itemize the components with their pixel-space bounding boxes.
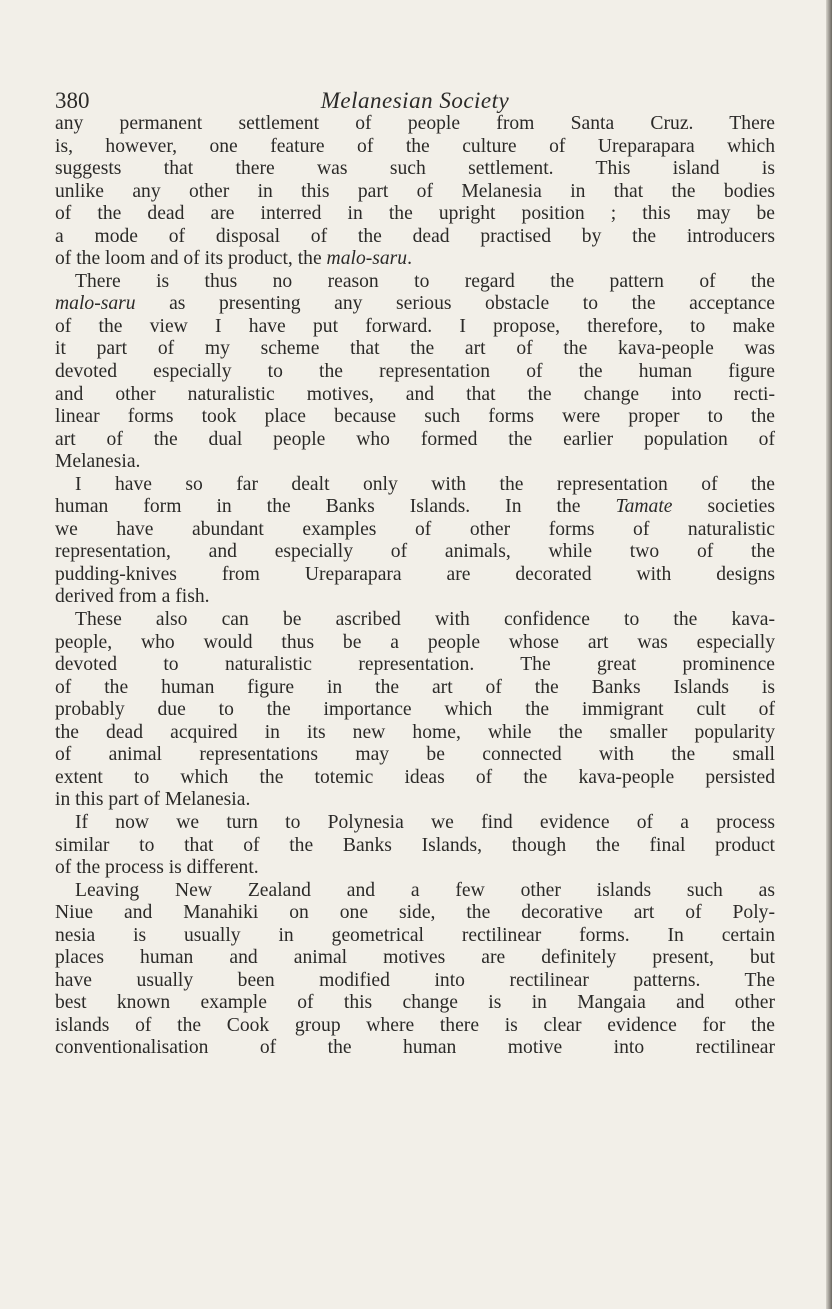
text-segment: the dead acquired in its new home, while the smaller popularity — [55, 721, 775, 743]
text-segment: of animal representations may be connected with the small — [55, 744, 775, 766]
text-line — [55, 429, 775, 452]
text-line — [55, 902, 775, 925]
text-segment: . — [407, 248, 413, 270]
text-line — [55, 722, 775, 745]
text-line — [55, 677, 775, 700]
text-line — [55, 541, 775, 564]
text-line — [55, 338, 775, 361]
text-segment: similar to that of the Banks Islands, though the final product — [55, 834, 775, 856]
text-segment: human form in the Banks Islands. In the — [55, 496, 616, 518]
text-segment: of the human figure in the art of the Banks Islands is — [55, 676, 775, 698]
text-segment: as presenting any serious obstacle to the acceptance — [135, 293, 775, 315]
text-segment: any permanent settlement of people from Santa Cruz. There — [55, 113, 775, 134]
text-segment: unlike any other in this part of Melanesia in that the bodies — [55, 180, 775, 202]
text-line — [55, 361, 775, 384]
text-segment: pudding-knives from Ureparapara are decorated with designs — [55, 563, 775, 585]
text-line — [55, 136, 775, 159]
text-line — [55, 586, 775, 609]
text-segment: and other naturalistic motives, and that the change into recti- — [55, 383, 775, 405]
page-number: 380 — [55, 88, 90, 113]
text-line — [55, 992, 775, 1015]
text-segment: nesia is usually in geometrical rectilinear forms. In certain — [55, 924, 775, 946]
text-segment: linear forms took place because such forms were proper to the — [55, 406, 775, 428]
text-line — [55, 925, 775, 948]
text-line — [55, 181, 775, 204]
text-segment: places human and animal motives are definitely present, but — [55, 947, 775, 969]
text-segment: of the process is different. — [55, 857, 259, 879]
text-segment: probably due to the importance which the immigrant cult of — [55, 699, 775, 721]
text-line — [55, 519, 775, 542]
text-segment: Niue and Manahiki on one side, the decorative art of Poly- — [55, 902, 775, 924]
text-line — [55, 226, 775, 249]
running-title: Melanesian Society — [320, 88, 510, 113]
text-line — [55, 1037, 775, 1060]
text-line — [55, 767, 775, 790]
text-line — [55, 451, 775, 474]
text-line — [55, 271, 775, 294]
text-line — [55, 474, 775, 497]
text-line — [55, 857, 775, 880]
text-line — [55, 293, 775, 316]
text-line — [55, 248, 775, 271]
text-line — [55, 158, 775, 181]
text-line — [55, 970, 775, 993]
text-segment: a mode of disposal of the dead practised by the introducers — [55, 225, 775, 247]
text-segment: I have so far dealt only with the representation of the — [75, 473, 775, 495]
text-segment: representation, and especially of animals, while two of the — [55, 541, 775, 563]
text-segment: devoted to naturalistic representation. The great prominence — [55, 654, 775, 676]
text-segment: have usually been modified into rectilinear patterns. The — [55, 969, 775, 991]
text-segment: devoted especially to the representation of the human figure — [55, 361, 775, 383]
text-segment: of the dead are interred in the upright position ; this may be — [55, 203, 775, 225]
text-line — [55, 632, 775, 655]
text-line — [55, 1015, 775, 1038]
text-segment: best known example of this change is in Mangaia and other — [55, 992, 775, 1014]
text-segment: islands of the Cook group where there is clear evidence for the — [55, 1014, 775, 1036]
text-segment: it part of my scheme that the art of the kava-people was — [55, 338, 775, 360]
text-line — [55, 835, 775, 858]
text-segment: in this part of Melanesia. — [55, 789, 251, 811]
page-edge-shadow — [826, 0, 832, 1309]
text-segment: is, however, one feature of the culture of Ureparapara which — [55, 135, 775, 157]
text-segment: There is thus no reason to regard the pattern of the — [75, 270, 775, 292]
text-segment: art of the dual people who formed the earlier population of — [55, 428, 775, 450]
text-segment: If now we turn to Polynesia we find evidence of a process — [75, 811, 775, 833]
text-line — [55, 203, 775, 226]
italic-term: malo-saru — [326, 248, 408, 270]
text-line — [55, 564, 775, 587]
text-line — [55, 947, 775, 970]
text-segment: conventionalisation of the human motive into rectilinear — [55, 1037, 775, 1059]
text-line — [55, 744, 775, 767]
text-segment: people, who would thus be a people whose art was especially — [55, 631, 775, 653]
text-line — [55, 316, 775, 339]
text-line — [55, 654, 775, 677]
text-segment: societies — [672, 496, 776, 518]
italic-term: malo-saru — [55, 293, 136, 315]
text-line — [55, 113, 775, 136]
text-segment: suggests that there was such settlement. This island is — [55, 158, 775, 180]
text-line — [55, 406, 775, 429]
text-line — [55, 789, 775, 812]
italic-term: Tamate — [615, 496, 673, 518]
text-segment: derived from a fish. — [55, 586, 210, 608]
text-line — [55, 812, 775, 835]
text-segment: we have abundant examples of other forms of naturalistic — [55, 518, 775, 540]
text-line — [55, 609, 775, 632]
text-segment: of the loom and of its product, the — [55, 248, 327, 270]
text-segment: Leaving New Zealand and a few other islands such as — [75, 879, 775, 901]
text-segment: of the view I have put forward. I propose, therefore, to make — [55, 315, 775, 337]
text-segment: These also can be ascribed with confidence to the kava- — [75, 609, 775, 631]
body-text — [55, 113, 775, 1060]
text-line — [55, 880, 775, 903]
text-line — [55, 384, 775, 407]
text-segment: extent to which the totemic ideas of the kava-people persisted — [55, 766, 775, 788]
text-line — [55, 699, 775, 722]
text-segment: Melanesia. — [55, 451, 141, 473]
text-line — [55, 496, 775, 519]
